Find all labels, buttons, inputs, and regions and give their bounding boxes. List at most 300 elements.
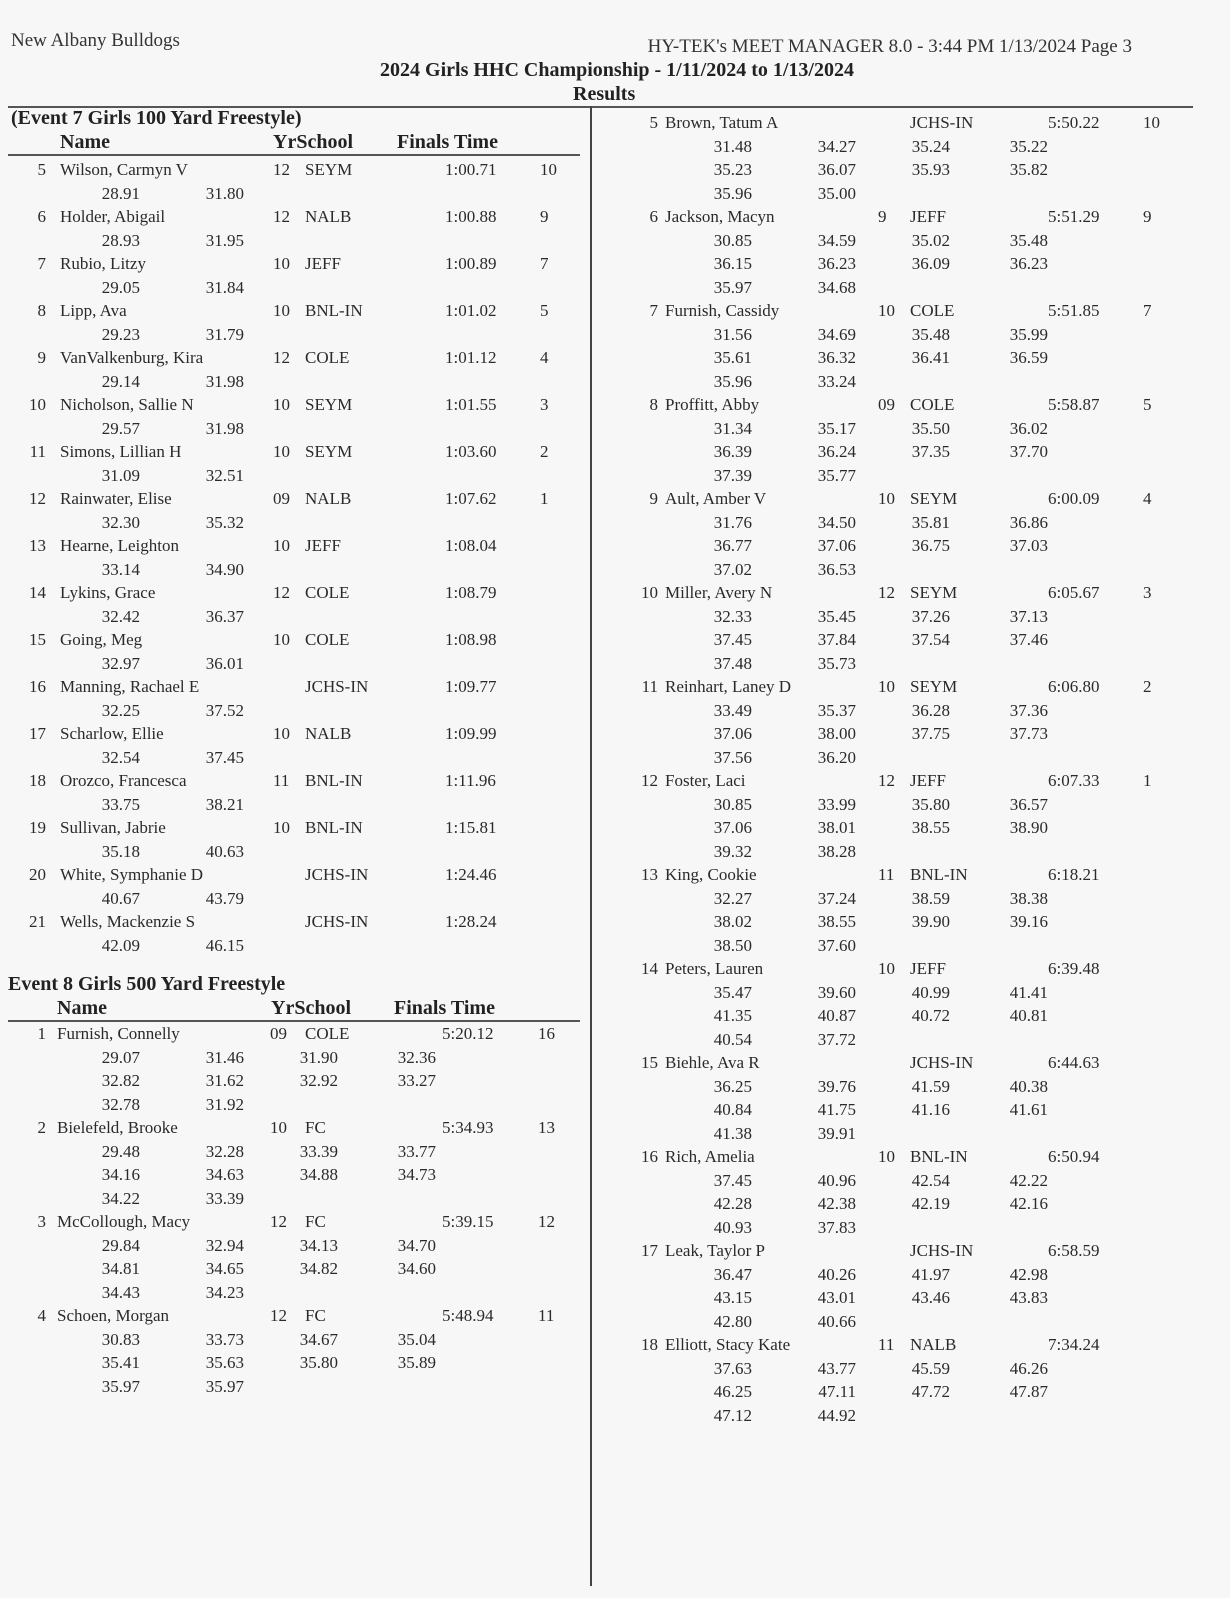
split-time: 32.42	[101, 606, 140, 626]
finals-time: 1:08.79	[445, 583, 497, 602]
points: 10	[1143, 113, 1160, 132]
split-time: 47.11	[818, 1382, 856, 1401]
finals-time: 5:51.85	[1048, 301, 1100, 320]
split-time: 41.41	[1009, 982, 1048, 1002]
place: 16	[641, 1147, 658, 1166]
split-row	[620, 1216, 1180, 1240]
split-time: 36.59	[1009, 348, 1048, 367]
split-time: 36.39	[713, 442, 752, 461]
finals-time: 1:09.77	[445, 677, 497, 696]
col-name-header: Name	[60, 131, 110, 153]
split-time: 34.60	[397, 1259, 436, 1278]
place: 4	[37, 1306, 46, 1325]
result-row	[620, 1051, 1180, 1075]
col-yrschool-header: YrSchool	[273, 131, 353, 153]
split-time: 31.95	[205, 230, 244, 250]
finals-time: 7:34.24	[1048, 1335, 1100, 1354]
split-time: 34.67	[299, 1329, 338, 1349]
split-time: 34.23	[205, 1282, 244, 1302]
split-time: 36.23	[817, 254, 856, 273]
split-time: 33.73	[205, 1329, 244, 1349]
split-time: 35.80	[911, 794, 950, 814]
school: JEFF	[910, 959, 946, 978]
swimmer-year: 09	[878, 395, 895, 414]
split-time: 37.36	[1009, 700, 1048, 720]
split-row	[8, 1163, 580, 1187]
split-time: 35.93	[911, 160, 950, 179]
split-time: 35.17	[817, 418, 856, 438]
swimmer-name: McCollough, Macy	[57, 1212, 191, 1231]
swimmer-name: Going, Meg	[60, 630, 143, 649]
school: JEFF	[305, 254, 341, 273]
school: COLE	[305, 630, 350, 649]
split-row	[620, 1404, 1180, 1428]
finals-time: 1:09.99	[445, 724, 497, 743]
split-time: 35.47	[713, 982, 752, 1002]
split-row	[620, 229, 1180, 253]
split-time: 36.28	[911, 700, 950, 720]
split-time: 30.85	[713, 230, 752, 250]
place: 13	[641, 865, 658, 884]
split-time: 37.72	[817, 1029, 856, 1049]
split-time: 40.63	[205, 841, 244, 861]
split-time: 35.24	[911, 136, 950, 156]
split-row	[620, 1310, 1180, 1334]
split-time: 29.14	[101, 371, 140, 391]
split-time: 33.77	[397, 1141, 436, 1161]
split-time: 35.04	[397, 1329, 436, 1349]
points: 5	[540, 301, 549, 320]
split-row	[8, 511, 580, 535]
split-row	[620, 158, 1180, 182]
split-row	[8, 1375, 580, 1399]
split-time: 42.80	[713, 1311, 752, 1331]
split-time: 29.23	[101, 324, 140, 344]
swimmer-name: Sullivan, Jabrie	[60, 818, 166, 837]
points: 9	[1143, 207, 1152, 226]
place: 20	[29, 865, 46, 884]
split-time: 35.41	[101, 1353, 140, 1372]
school: JEFF	[305, 536, 341, 555]
right-column	[620, 111, 1180, 1427]
split-time: 35.45	[817, 606, 856, 626]
school: BNL-IN	[910, 1147, 968, 1166]
swimmer-name: Ault, Amber V	[665, 489, 767, 508]
team-name: New Albany Bulldogs	[11, 30, 180, 51]
swimmer-name: Bielefeld, Brooke	[57, 1118, 178, 1137]
split-time: 33.24	[817, 371, 856, 391]
split-time: 35.22	[1009, 136, 1048, 156]
split-time: 36.24	[817, 442, 856, 461]
split-time: 40.26	[817, 1264, 856, 1284]
points: 4	[540, 348, 549, 367]
split-row	[8, 1328, 580, 1352]
left-column	[8, 106, 580, 1398]
swimmer-year: 9	[878, 207, 887, 226]
event7-results	[8, 156, 580, 957]
split-time: 34.70	[397, 1235, 436, 1255]
swimmer-year: 09	[270, 1024, 287, 1043]
place: 6	[37, 207, 46, 226]
split-time: 37.06	[713, 818, 752, 837]
split-time: 39.76	[817, 1076, 856, 1096]
split-time: 35.97	[713, 277, 752, 297]
split-time: 32.28	[205, 1141, 244, 1161]
result-row	[620, 299, 1180, 323]
split-time: 35.61	[713, 348, 752, 367]
split-time: 36.47	[713, 1264, 752, 1284]
split-time: 31.84	[205, 277, 244, 297]
points: 3	[540, 395, 549, 414]
swimmer-year: 12	[273, 583, 290, 602]
split-row	[8, 182, 580, 206]
result-row	[8, 346, 580, 370]
finals-time: 1:00.88	[445, 207, 497, 226]
swimmer-name: Hearne, Leighton	[60, 536, 179, 555]
split-time: 33.14	[101, 559, 140, 579]
result-row	[8, 393, 580, 417]
split-time: 37.48	[713, 653, 752, 673]
split-row	[8, 1187, 580, 1211]
place: 21	[29, 912, 46, 931]
split-time: 36.15	[713, 254, 752, 273]
split-time: 43.46	[911, 1288, 950, 1307]
swimmer-name: Schoen, Morgan	[57, 1306, 170, 1325]
school: JCHS-IN	[305, 865, 369, 884]
place: 11	[641, 677, 658, 696]
points: 7	[1143, 301, 1152, 320]
split-time: 41.75	[817, 1100, 856, 1119]
place: 7	[649, 301, 658, 320]
split-time: 36.20	[817, 747, 856, 767]
split-time: 36.37	[205, 606, 244, 626]
place: 18	[641, 1335, 658, 1354]
points: 11	[538, 1306, 555, 1325]
result-row	[8, 1116, 580, 1140]
school: NALB	[305, 724, 352, 743]
split-time: 41.97	[911, 1264, 950, 1284]
swimmer-year: 12	[273, 348, 290, 367]
split-time: 37.63	[713, 1358, 752, 1378]
split-time: 36.77	[713, 536, 752, 555]
swimmer-year: 10	[273, 724, 290, 743]
split-row	[620, 534, 1180, 558]
split-time: 42.09	[101, 935, 140, 955]
split-time: 34.81	[101, 1259, 140, 1278]
split-row	[620, 558, 1180, 582]
split-time: 42.38	[817, 1194, 856, 1213]
split-time: 35.48	[1009, 230, 1048, 250]
split-row	[8, 605, 580, 629]
split-row	[620, 252, 1180, 276]
finals-time: 5:51.29	[1048, 207, 1100, 226]
result-row	[8, 205, 580, 229]
split-time: 40.54	[713, 1029, 752, 1049]
split-row	[620, 1004, 1180, 1028]
split-row	[620, 135, 1180, 159]
split-time: 39.91	[817, 1123, 856, 1143]
split-time: 37.02	[713, 559, 752, 579]
split-time: 34.65	[205, 1259, 244, 1278]
school: SEYM	[910, 677, 958, 696]
split-row	[620, 464, 1180, 488]
swimmer-name: Lykins, Grace	[60, 583, 156, 602]
result-row	[620, 393, 1180, 417]
split-time: 32.94	[205, 1235, 244, 1255]
split-time: 31.48	[713, 136, 752, 156]
split-row	[8, 323, 580, 347]
split-row	[620, 323, 1180, 347]
split-time: 41.59	[911, 1076, 950, 1096]
result-row	[8, 863, 580, 887]
swimmer-name: Orozco, Francesca	[60, 771, 187, 790]
split-time: 34.43	[101, 1282, 140, 1302]
swimmer-name: Reinhart, Laney D	[665, 677, 792, 696]
swimmer-year: 12	[878, 583, 895, 602]
split-time: 36.41	[911, 348, 950, 367]
split-time: 34.63	[205, 1165, 244, 1184]
school: BNL-IN	[305, 771, 363, 790]
swimmer-year: 11	[878, 1335, 895, 1354]
split-time: 38.02	[713, 912, 752, 931]
swimmer-year: 11	[273, 771, 290, 790]
split-time: 36.25	[713, 1076, 752, 1096]
points: 4	[1143, 489, 1152, 508]
finals-time: 5:48.94	[442, 1306, 494, 1325]
split-time: 34.27	[817, 136, 856, 156]
split-row	[8, 464, 580, 488]
split-row	[8, 1069, 580, 1093]
split-time: 35.97	[101, 1376, 140, 1396]
result-row	[620, 1145, 1180, 1169]
split-time: 31.09	[101, 465, 140, 485]
points: 16	[538, 1024, 555, 1043]
split-time: 43.79	[205, 888, 244, 908]
place: 8	[649, 395, 658, 414]
school: NALB	[305, 207, 352, 226]
split-time: 31.62	[205, 1071, 244, 1090]
place: 1	[37, 1024, 46, 1043]
split-time: 35.97	[205, 1376, 244, 1396]
school: JCHS-IN	[910, 113, 974, 132]
swimmer-name: Rainwater, Elise	[60, 489, 172, 508]
split-time: 46.15	[205, 935, 244, 955]
swimmer-year: 12	[273, 160, 290, 179]
finals-time: 1:11.96	[445, 771, 496, 790]
points: 7	[540, 254, 549, 273]
split-time: 36.57	[1009, 794, 1048, 814]
split-row	[8, 934, 580, 958]
split-time: 42.16	[1009, 1194, 1048, 1213]
split-time: 34.69	[817, 324, 856, 344]
finals-time: 5:39.15	[442, 1212, 494, 1231]
split-time: 34.82	[299, 1259, 338, 1278]
split-time: 32.51	[205, 465, 244, 485]
split-time: 46.25	[713, 1382, 752, 1401]
result-row	[620, 487, 1180, 511]
swimmer-year: 10	[878, 959, 895, 978]
split-row	[620, 1169, 1180, 1193]
swimmer-year: 10	[273, 395, 290, 414]
split-row	[620, 746, 1180, 770]
place: 2	[37, 1118, 46, 1137]
split-time: 32.27	[713, 888, 752, 908]
split-time: 42.54	[911, 1170, 950, 1190]
split-time: 41.35	[713, 1006, 752, 1025]
points: 5	[1143, 395, 1152, 414]
school: SEYM	[910, 583, 958, 602]
finals-time: 1:01.55	[445, 395, 497, 414]
split-time: 40.67	[101, 888, 140, 908]
split-time: 42.98	[1009, 1264, 1048, 1284]
split-row	[8, 370, 580, 394]
place: 6	[649, 207, 658, 226]
split-row	[620, 793, 1180, 817]
place: 5	[649, 113, 658, 132]
split-row	[620, 440, 1180, 464]
finals-time: 1:08.98	[445, 630, 497, 649]
split-time: 35.80	[299, 1353, 338, 1372]
split-time: 40.72	[911, 1006, 950, 1025]
split-time: 36.02	[1009, 418, 1048, 438]
split-time: 38.55	[911, 818, 950, 837]
school: BNL-IN	[305, 818, 363, 837]
school: SEYM	[305, 395, 353, 414]
swimmer-name: Proffitt, Abby	[665, 395, 760, 414]
split-time: 37.84	[817, 630, 856, 649]
split-time: 37.73	[1009, 724, 1048, 743]
split-row	[620, 1357, 1180, 1381]
split-time: 35.50	[911, 418, 950, 438]
place: 19	[29, 818, 46, 837]
finals-time: 6:18.21	[1048, 865, 1100, 884]
swimmer-year: 10	[273, 442, 290, 461]
split-row	[8, 229, 580, 253]
result-row	[8, 816, 580, 840]
split-time: 28.93	[101, 230, 140, 250]
split-time: 43.01	[817, 1288, 856, 1307]
place: 8	[37, 301, 46, 320]
finals-time: 1:24.46	[445, 865, 497, 884]
school: JCHS-IN	[910, 1053, 974, 1072]
split-time: 41.38	[713, 1123, 752, 1143]
col-name-header: Name	[57, 997, 107, 1019]
split-time: 33.99	[817, 794, 856, 814]
result-row	[8, 581, 580, 605]
swimmer-year: 12	[270, 1306, 287, 1325]
split-time: 38.90	[1009, 818, 1048, 837]
place: 17	[29, 724, 46, 743]
school: JCHS-IN	[910, 1241, 974, 1260]
points: 13	[538, 1118, 555, 1137]
split-time: 35.96	[713, 183, 752, 203]
split-time: 33.75	[101, 794, 140, 814]
swimmer-name: Biehle, Ava R	[665, 1053, 760, 1072]
split-time: 29.07	[101, 1047, 140, 1067]
result-row	[620, 1333, 1180, 1357]
split-time: 32.92	[299, 1071, 338, 1090]
split-time: 42.28	[713, 1194, 752, 1213]
split-time: 37.56	[713, 747, 752, 767]
split-row	[8, 793, 580, 817]
split-row	[620, 934, 1180, 958]
place: 15	[29, 630, 46, 649]
swimmer-year: 10	[273, 301, 290, 320]
split-time: 35.77	[817, 465, 856, 485]
finals-time: 6:00.09	[1048, 489, 1100, 508]
split-time: 36.32	[817, 348, 856, 367]
split-time: 32.82	[101, 1071, 140, 1090]
split-time: 38.01	[817, 818, 856, 837]
finals-time: 6:44.63	[1048, 1053, 1100, 1072]
finals-time: 5:58.87	[1048, 395, 1100, 414]
finals-time: 1:15.81	[445, 818, 497, 837]
split-time: 31.98	[205, 418, 244, 438]
split-time: 37.45	[713, 1170, 752, 1190]
split-row	[620, 511, 1180, 535]
split-time: 31.79	[205, 324, 244, 344]
result-row	[8, 299, 580, 323]
split-row	[620, 182, 1180, 206]
school: JCHS-IN	[305, 677, 369, 696]
swimmer-name: Holder, Abigail	[60, 207, 166, 226]
school: JEFF	[910, 771, 946, 790]
swimmer-name: Rich, Amelia	[665, 1147, 755, 1166]
split-time: 37.26	[911, 606, 950, 626]
split-time: 37.52	[205, 700, 244, 720]
split-time: 38.38	[1009, 888, 1048, 908]
split-row	[620, 652, 1180, 676]
split-time: 29.57	[101, 418, 140, 438]
split-time: 30.85	[713, 794, 752, 814]
split-time: 41.16	[911, 1100, 950, 1119]
school: JCHS-IN	[305, 912, 369, 931]
split-time: 34.16	[101, 1165, 140, 1184]
school: BNL-IN	[305, 301, 363, 320]
split-time: 37.06	[713, 724, 752, 743]
col-finals-header: Finals Time	[397, 131, 498, 153]
finals-time: 1:00.89	[445, 254, 497, 273]
split-time: 35.89	[397, 1353, 436, 1372]
result-row	[8, 252, 580, 276]
points: 1	[1143, 771, 1152, 790]
split-time: 32.78	[101, 1094, 140, 1114]
split-row	[620, 1263, 1180, 1287]
result-row	[620, 111, 1180, 135]
school: COLE	[910, 301, 955, 320]
swimmer-year: 10	[270, 1118, 287, 1137]
split-time: 43.83	[1009, 1288, 1048, 1307]
split-time: 35.81	[911, 512, 950, 532]
split-time: 38.21	[205, 794, 244, 814]
split-time: 35.00	[817, 183, 856, 203]
split-time: 40.99	[911, 982, 950, 1002]
split-time: 43.15	[713, 1288, 752, 1307]
split-time: 36.53	[817, 559, 856, 579]
split-row	[8, 887, 580, 911]
result-row	[8, 675, 580, 699]
swimmer-year: 10	[878, 677, 895, 696]
split-time: 32.33	[713, 606, 752, 626]
split-row	[8, 1140, 580, 1164]
points: 2	[1143, 677, 1152, 696]
split-time: 47.12	[713, 1405, 752, 1425]
split-time: 42.19	[911, 1194, 950, 1213]
split-time: 37.03	[1009, 536, 1048, 555]
split-time: 32.54	[101, 747, 140, 767]
split-row	[8, 652, 580, 676]
split-time: 35.63	[205, 1353, 244, 1372]
